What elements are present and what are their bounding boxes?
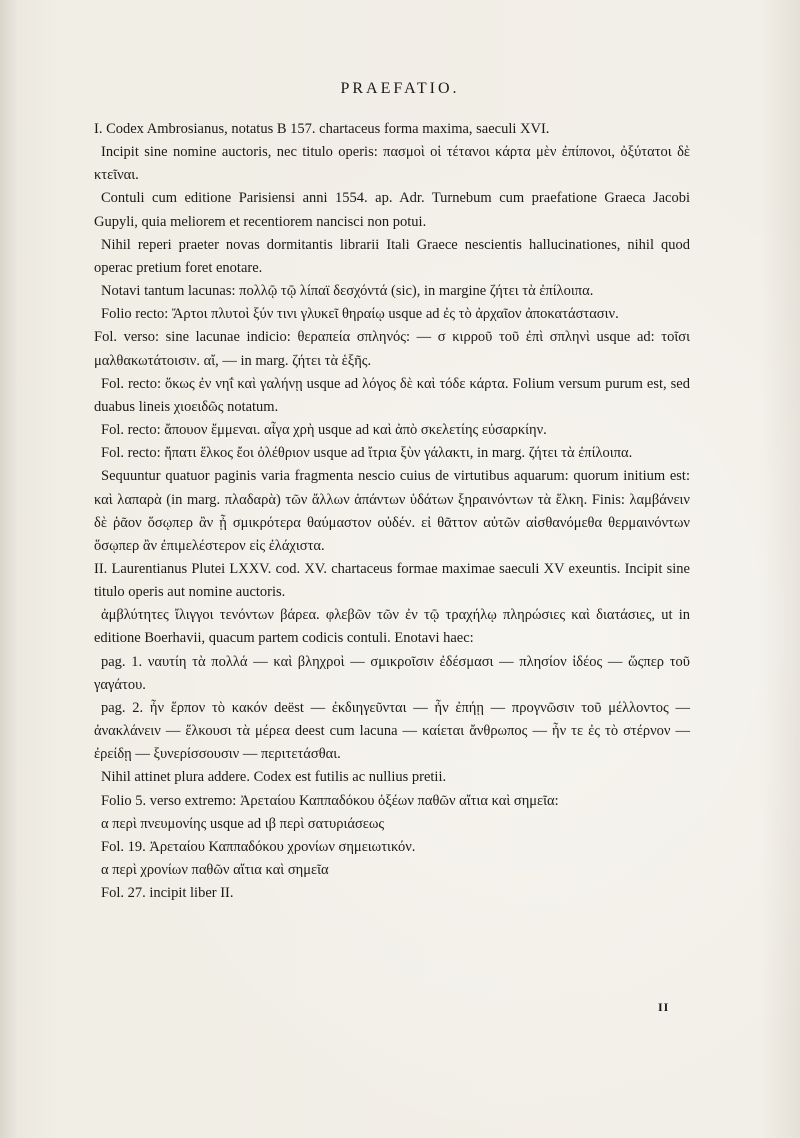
paragraph-amblytetes: ἀμβλύτητες ἴλιγγοι τενόντων βάρεα. φλεβῶν τῶν ἐν τῷ τραχήλῳ πληρώσιες καὶ διατάσιες, ut in editione Boerhavii, quacum partem codicis contuli. Enotavi haec:: [94, 607, 690, 647]
paragraph-pag-2: pag. 2. ἦν ἕρπον τὸ κακόν deëst — ἐκδιηγεῦνται — ἦν ἐπήῃ — προγνῶσιν τοῦ μέλλοντος — ἀνακλάνειν — ἕλκουσι τὰ μέρεα deest cum lacuna — καίεται ἄνθρωπος — ἦν τε ἐς τὸ στέρνον — ἐρείδῃ — ξυνερίσσουσιν — περιτετάσθαι.: [94, 699, 690, 763]
paragraph-fol-19: Fol. 19. Ἀρεταίου Καππαδόκου χρονίων σημειωτικόν.: [101, 838, 416, 855]
paragraph-notavi: Notavi tantum lacunas: πολλῷ τῷ λίπαϊ δεσχόντά (sic), in margine ζήτει τὰ ἐπίλοιπα.: [101, 283, 594, 300]
paragraph-chapter-range: α περὶ πνευμονίης usque ad ιβ περὶ σατυριάσεως: [101, 815, 385, 832]
page-title: PRAEFATIO.: [340, 80, 460, 97]
paragraph-fol-recto-2: Fol. recto: ὅκως ἐν νηΐ καὶ γαλήνῃ usque ad λόγος δὲ καὶ τόδε κάρτα. Folium versum purum est, sed duabus lineis χιοειδῶς notatum.: [94, 375, 690, 415]
paragraph-fol-recto-4: Fol. recto: ἤπατι ἕλκος ἔοι ὀλέθριον usque ad ἴτρια ξὺν γάλακτι, in marg. ζήτει τὰ ἐπίλοιπα.: [101, 445, 633, 462]
page-number: II: [658, 1000, 670, 1014]
paragraph-laurentianus: II. Laurentianus Plutei LXXV. cod. XV. chartaceus formae maximae saeculi XV exeuntis. Incipit sine titulo operis aut nomine auctoris.: [94, 560, 690, 601]
paragraph-incipit: Incipit sine nomine auctoris, nec titulo operis: πασμοὶ οἱ τέτανοι κάρτα μὲν ἐπίπονοι, ὀξύτατοι δὲ κτεῖναι.: [94, 144, 690, 184]
paragraph-sequuntur: Sequuntur quatuor paginis varia fragmenta nescio cuius de virtutibus aquarum: quorum initium est: καὶ λαπαρὰ (in marg. πλαδαρὰ) τῶν ἄλλων ἁπάντων ὑδάτων ξηραινόντων τὰ ἕλκη. Finis: λαμβάνειν δὲ ῥᾶον ὅσῳπερ ἂν ᾖ σμικρότερα θαύμαστον οὐδέν. εἰ θᾶττον αὐτῶν αἰσθανόμεθα θερμαινόντων ὅσῳπερ ἂν ἐπιμελέστερον εἰς ἐλάχιστα.: [94, 468, 690, 554]
paragraph-fol-recto-3: Fol. recto: ἄπουον ἔμμεναι. αἶγα χρὴ usque ad καὶ ἀπὸ σκελετίης εὐσαρκίην.: [101, 422, 547, 439]
paragraph-codex-ambrosianus: I. Codex Ambrosianus, notatus B 157. chartaceus forma maxima, saeculi XVI.: [94, 121, 550, 137]
paragraph-chronic-chapter: α περὶ χρονίων παθῶν αἴτια καὶ σημεῖα: [101, 862, 329, 878]
paragraph-folio-recto-1: Folio recto: Ἄρτοι πλυτοὶ ξύν τινι γλυκεῖ θηραίῳ usque ad ἐς τὸ ἀρχαῖον ἀποκατάστασιν.: [101, 306, 619, 323]
body-text: [94, 118, 690, 905]
paragraph-nihil-reperi: Nihil reperi praeter novas dormitantis librarii Itali Graece nescientis hallucinationes, nihil quod operac pretium foret enotare.: [94, 236, 690, 276]
paragraph-folio-5: Folio 5. verso extremo: Ἀρεταίου Καππαδόκου ὀξέων παθῶν αἴτια καὶ σημεῖα:: [101, 792, 559, 809]
paragraph-fol-27: Fol. 27. incipit liber II.: [101, 885, 234, 902]
paragraph-nihil-attinet: Nihil attinet plura addere. Codex est futilis ac nullius pretii.: [101, 769, 447, 786]
paragraph-fol-verso: Fol. verso: sine lacunae indicio: θεραπεία σπληνός: — σ κιρροῦ τοῦ ἐπὶ σπληνὶ usque ad: τοῖσι μαλθακωτάτοισιν. αἴ, — in marg. ζήτει τὰ ἑξῆς.: [94, 329, 690, 369]
paragraph-contuli: Contuli cum editione Parisiensi anni 1554. ap. Adr. Turnebum cum praefatione Graeca Jacobi Gupyli, quia meliorem et recentiorem nancisci non potui.: [94, 190, 690, 230]
paragraph-pag-1: pag. 1. ναυτίη τὰ πολλά — καὶ βληχροὶ — σμικροῖσιν ἐδέσμασι — πλησίον ἰδέος — ὥςπερ τοῦ γαγάτου.: [94, 653, 690, 693]
